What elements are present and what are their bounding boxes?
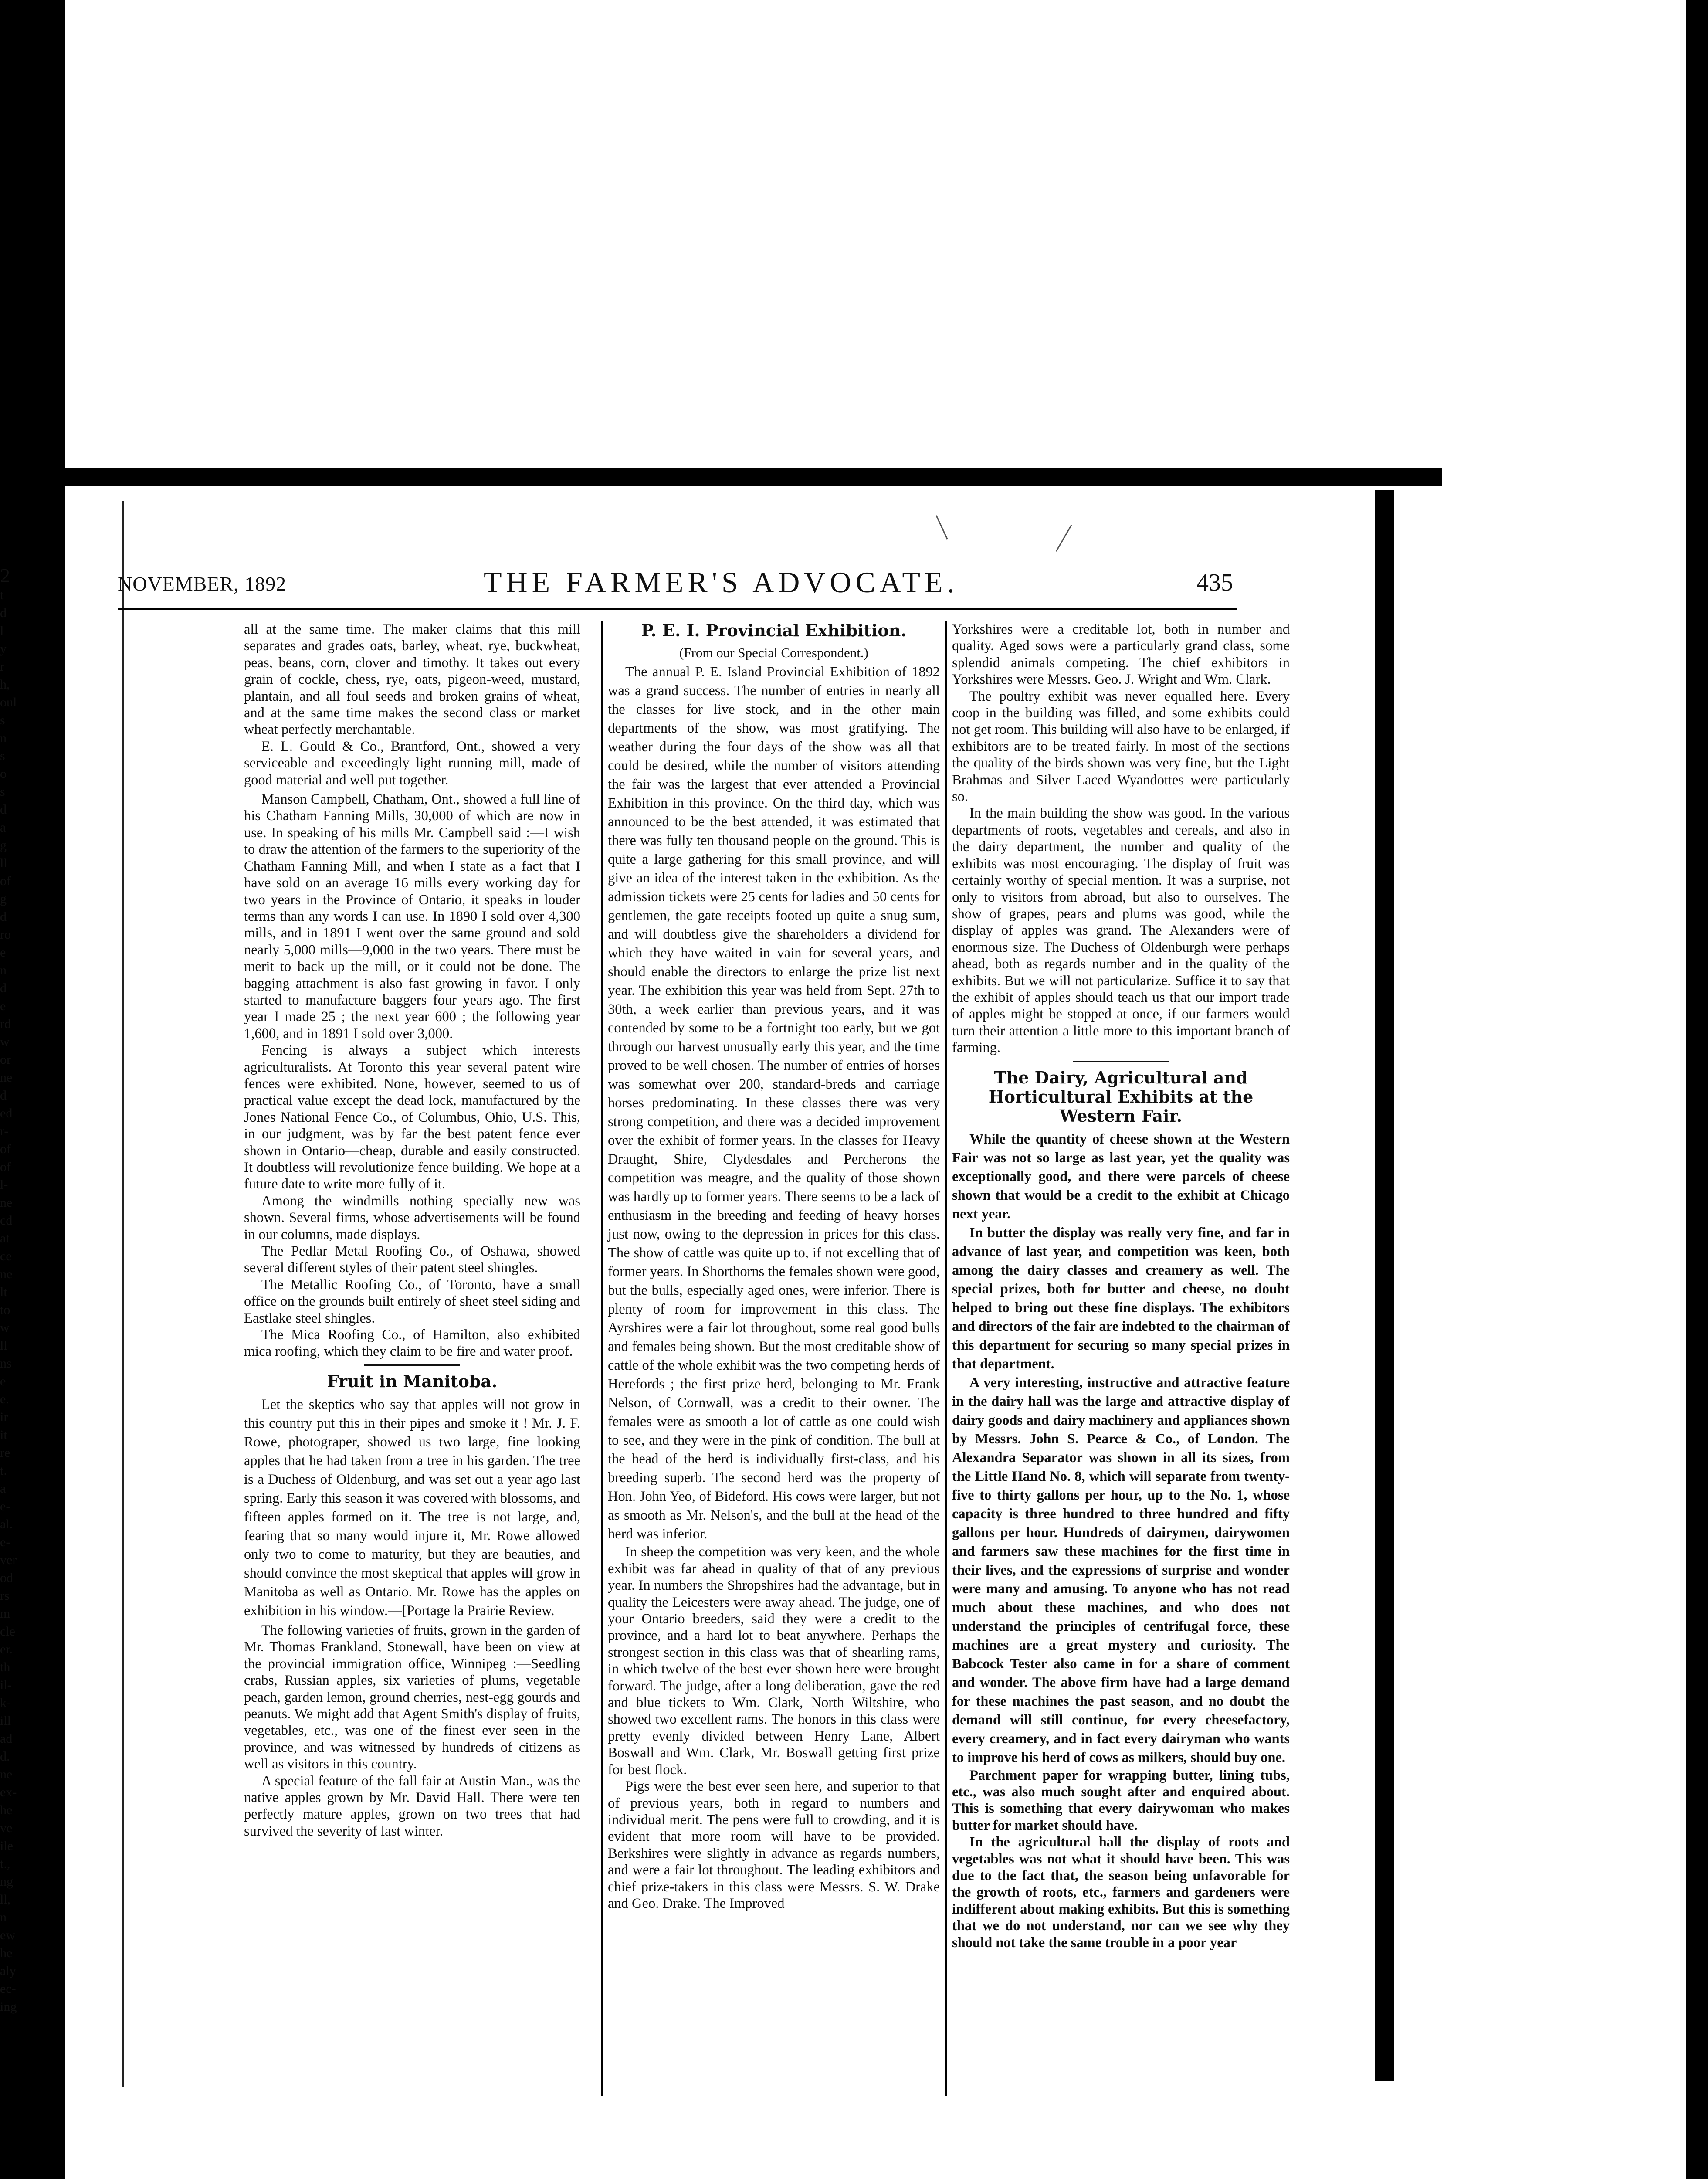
fragment: e	[0, 1374, 6, 1388]
paragraph: Parchment paper for wrapping butter, lining tubs, etc., was also much sought after and enquired about. This is something that every dairywoman who makes butter for market should have.	[952, 1767, 1290, 1833]
fragment: ex-	[0, 1785, 17, 1799]
paragraph: Among the windmills nothing specially new was shown. Several firms, whose advertisements will be found in our columns, made displays.	[244, 1193, 580, 1242]
fragment: to	[0, 1303, 10, 1317]
fragment: r	[0, 659, 4, 674]
fragment: ne	[0, 1767, 13, 1782]
fragment: of	[0, 1142, 11, 1156]
page-header	[118, 564, 1233, 599]
paragraph: The poultry exhibit was never equalled here. Every coop in the building was filled, and some exhibits could not get room. This building will also have to be enlarged, if exhibitors are to be treated fairly. In most of the sections the quality of the birds shown was very fine, but the Light Brahmas and Silver Laced Wyandottes were particularly so.	[952, 688, 1290, 805]
fragment: a	[0, 820, 6, 835]
page-top-edge	[0, 468, 1442, 486]
fragment: cle	[0, 1624, 15, 1639]
fragment: aly	[0, 1964, 16, 1978]
paragraph: In butter the display was really very fine, and far in advance of last year, and competition was keen, both among the dairy classes and creamery as well. The special prizes, both for butter and cheese, no doubt helped to bring out these fine displays. The exhibitors and directors of the fair are indebted to the chairman of this department for securing so many special prizes in that department.	[952, 1225, 1290, 1372]
fragment: w	[0, 1035, 10, 1049]
fragment: ing	[0, 1999, 17, 2014]
fragment: ne	[0, 1267, 13, 1281]
fragment: of	[0, 1160, 11, 1174]
previous-page-number: 2	[0, 567, 10, 587]
fragment: at	[0, 1231, 10, 1246]
fragment: e	[0, 999, 6, 1013]
fragment: d	[0, 910, 7, 924]
fragment: s	[0, 784, 5, 799]
paragraph: A very interesting, instructive and attractive feature in the dairy hall was the large and attractive display of dairy goods and dairy machinery and appliances shown by Messrs. John S. Pearce & Co., of London. The Alexandra Separator was shown in all its sizes, from the Little Hand No. 8, which will separate from twenty-five to thirty gallons per hour, up to the No. 1, whose capacity is three hundred to three hundred and fifty gallons per hour. Hundreds of dairymen, dairywomen and farmers saw these machines for the first time in their lives, and the expressions of surprise and wonder were many and amusing. To anyone who has not read much about these machines, and who does not understand the principles of centrifugal force, these machines are a great mystery and curiosity. The Babcock Tester also came in for a share of comment and wonder. The above firm have had a large demand for these machines the past season, and no doubt the demand will still continue, for every cheesefactory, every creamery, and in fact every dairyman who wants to improve his herd of cows as milkers, should buy one.	[952, 1375, 1290, 1765]
issue-date: NOVEMBER, 1892	[118, 573, 287, 595]
fragment: y	[0, 641, 7, 656]
fragment: e	[0, 945, 6, 960]
fragment: ro	[0, 927, 11, 942]
fragment: d	[0, 1088, 7, 1103]
fragment: d	[0, 802, 7, 817]
fragment: a	[0, 1481, 6, 1496]
paragraph: Let the skeptics who say that apples will not grow in this country put this in their pipes and smoke it ! Mr. J. F. Rowe, photograper, showed us two large, fine looking apples that he had taken from a tree in his garden. The tree is a Duchess of Oldenburg, and was set out a year ago last spring. Early this season it was covered with blossoms, and fifteen apples formed on it. The tree is not large, and, fearing that so many would injure it, Mr. Rowe allowed only two to come to maturity, but they are beauties, and should convince the most skeptical that apples will grow in Manitoba as well as Ontario. Mr. Rowe has the apples on exhibition in his window.—[Portage la Prairie Review.	[244, 1396, 580, 1619]
section-heading: Fruit in Manitoba.	[327, 1371, 498, 1391]
paragraph: Yorkshires were a creditable lot, both in number and quality. Aged sows were a particularly grand class, some splendid animals competing. The chief exhibitors in Yorkshires were Messrs. Geo. J. Wright and Wm. Clark.	[952, 621, 1290, 688]
fragment: er.	[0, 1642, 13, 1656]
fragment: g	[0, 892, 7, 906]
paragraph: The Pedlar Metal Roofing Co., of Oshawa, showed several different styles of their patent steel shingles.	[244, 1243, 580, 1276]
page-number: 435	[1196, 569, 1233, 596]
column-2	[608, 621, 940, 1912]
section-heading: The Dairy, Agricultural and Horticultural Exhibits at the Western Fair.	[988, 1067, 1254, 1126]
section-heading: P. E. I. Provincial Exhibition.	[641, 621, 907, 640]
fragment: m	[0, 1606, 10, 1621]
paragraph: Fencing is always a subject which interests agriculturalists. At Toronto this year several patent wire fences were exhibited. None, however, seemed to us of practical value except the dead lock, manufactured by the Jones National Fence Co., of Columbus, Ohio, U.S. This, in our judgment, was by far the best patent fence ever shown in Ontario—cheap, durable and easily constructed. It doubtless will revolutionize fence building. We hope at a future date to write more fully of it.	[244, 1042, 580, 1192]
fragment: ir	[0, 1410, 8, 1424]
section-divider	[1073, 1061, 1169, 1062]
fragment: ed	[0, 1106, 13, 1120]
column-3	[952, 621, 1290, 1951]
fragment: al.	[0, 1517, 13, 1531]
fragment: n	[0, 1910, 7, 1924]
fragment: ew	[0, 1928, 15, 1942]
fragment: l-	[0, 1178, 8, 1192]
fragment: ad	[0, 1731, 13, 1746]
fragment: l	[0, 624, 4, 638]
section-divider	[364, 1364, 460, 1366]
fragment: s	[0, 749, 5, 763]
paragraph: The following varieties of fruits, grown in the garden of Mr. Thomas Frankland, Stonewall, have been on view at the provincial immigration office, Winnipeg :—Seedling crabs, Russian apples, six varieties of plums, vegetable peach, garden lemon, ground cherries, nest-egg gourds and peanuts. We might add that Agent Smith's display of fruits, vegetables, etc., was one of the finest ever seen in the province, and was witnessed by hundreds of citizens as well as visitors in this country.	[244, 1622, 580, 1772]
column-divider	[946, 621, 947, 2096]
fragment: ec-	[0, 1982, 16, 1996]
paragraph: While the quantity of cheese shown at the Western Fair was not so large as last year, yet the quality was exceptionally good, and there were parcels of cheese shown that would be a credit to the exhibit at Chicago next year.	[952, 1131, 1290, 1222]
paragraph: The Mica Roofing Co., of Hamilton, also exhibited mica roofing, which they claim to be fire and water proof.	[244, 1327, 580, 1360]
fragment: cd	[0, 1213, 13, 1228]
fragment: he	[0, 1946, 13, 1960]
fragment: ile	[0, 1839, 13, 1853]
fragment: oul	[0, 695, 17, 709]
fragment: ne	[0, 1195, 13, 1210]
paragraph: Pigs were the best ever seen here, and superior to that of previous years, both in regard to numbers and individual merit. The pens were full to crowding, and it is evident that more room will have to be provided. Berkshires were slightly in advance as regards numbers, and were a fair lot throughout. The leading exhibitors and chief prize-takers in this class were Messrs. S. W. Drake and Geo. Drake. The Improved	[608, 1778, 940, 1911]
page-right-edge	[1375, 490, 1394, 2081]
fragment: t.	[0, 1463, 7, 1478]
column-divider	[601, 621, 603, 2096]
header-rule	[118, 608, 1237, 610]
fragment: w	[0, 1320, 10, 1335]
fragment: k-	[0, 1696, 11, 1710]
fragment: e-	[0, 1535, 10, 1549]
bold-section	[952, 1130, 1290, 1951]
fragment: ns	[0, 1356, 12, 1371]
fragment: n	[0, 731, 7, 745]
fragment: re	[0, 1446, 10, 1460]
column-1	[244, 621, 580, 1840]
fragment: r-	[0, 1124, 9, 1138]
paragraph: E. L. Gould & Co., Brantford, Ont., showed a very serviceable and exceedingly light running mill, made of good material and well put together.	[244, 738, 580, 788]
paragraph: Manson Campbell, Chatham, Ont., showed a full line of his Chatham Fanning Mills, 30,000 of which are now in use. In speaking of his mills Mr. Campbell said :—I wish to draw the attention of the farmers to the superiority of the Chatham Fanning Mill, and when I state as a fact that I have sold on an average 16 mills every working day for two years in the Province of Ontario, it speaks in louder terms than any words I can use. In 1890 I sold over 4,300 mills, and in 1891 I went over the same ground and sold nearly 5,000 mills—9,000 in the two years. There must be merit to back up the mill, or it could not be done. The bagging attachment is also fast growing in favor. I only started to manufacture baggers four years ago. The first year I made 25 ; the next year 600 ; the following year 1,600, and in 1891 I sold over 3,000.	[244, 791, 580, 1042]
fragment: d	[0, 981, 7, 995]
fragment: n	[0, 963, 7, 977]
paragraph: The annual P. E. Island Provincial Exhibition of 1892 was a grand success. The number of entries in nearly all the classes for live stock, and in the other main departments of the show, was most gratifying. The weather during the four days of the show was all that could be desired, while the number of visitors attending the fair was the largest that ever attended a Provincial Exhibition in this province. On the third day, which was announced to be the best attended, it was estimated that there was fully ten thousand people on the ground. This is quite a large gathering for this small province, and will give an idea of the interest taken in the exhibition. As the admission tickets were 25 cents for ladies and 50 cents for gentlemen, the gate receipts footed up quite a snug sum, and will doubtless give the shareholders a dividend for which they have waited in vain for several years, and should enable the directors to enlarge the prize list next year. The exhibition this year was held from Sept. 27th to 30th, a week earlier than previous years, and it was contended by some to be a fortnight too early, but we got through our harvest unusually early this year, and the time proved to be well chosen. The number of entries of horses was somewhat over 200, standard-breds and carriage horses predominating. In these classes there was very strong competition, and there was a decided improvement over the exhibit of former years. In the classes for Heavy Draught, Shire, Clydesdales and Percherons the competition was meagre, and the quality of those shown was hardly up to former years. There seems to be a lack of enthusiasm in the breeding and feeding of heavy horses just now, owing to the depression in prices for this class. The show of cattle was quite up to, if not excelling that of former years. In Shorthorns the females shown were good, but the bulls, especially aged ones, were inferior. There is plenty of room for improvement in this class. The Ayrshires were a fair lot throughout, some real good bulls and females being shown. But the most creditable show of cattle of the whole exhibit was the two competing herds of Herefords ; the first prize herd, belonging to Mr. Frank Nelson, of Cornwall, was a credit to their owner. The females were as smooth a lot of cattle as one could wish to see, and they were in the pink of condition. The bull at the head of the herd is individually first-class, and his breeding superb. The second herd was the property of Hon. John Yeo, of Bideford. His cows were larger, but not as smooth as Mr. Nelson's, and the bull at the head of the herd was inferior.	[608, 664, 940, 1542]
fragment: g	[0, 838, 7, 852]
fragment: ll	[0, 1338, 7, 1353]
fragment: s	[0, 713, 5, 727]
fragment: rd	[0, 1017, 11, 1031]
fragment: t.,	[0, 1857, 10, 1871]
paragraph: In the main building the show was good. In the various departments of roots, vegetables and cereals, and also in the dairy department, the number and quality of the exhibits was most encouraging. The display of fruit was certainly worthy of special mention. It was a surprise, not only to visitors from abroad, but also to ourselves. The show of grapes, pears and plums was good, while the display of apples was grand. The Alexanders were of enormous size. The Duchess of Oldenburgh were perhaps ahead, both as regards number and in the quality of the exhibits. But we will not particularize. Suffice it to say that the exhibit of apples should teach us that our import trade of apples might be stopped at once, if our farmers would turn their attention a little more to this important branch of farming.	[952, 805, 1290, 1056]
paragraph: A special feature of the fall fair at Austin Man., was the native apples grown by Mr. David Hall. There were ten perfectly mature apples, grown on two trees that had survived the severity of last winter.	[244, 1773, 580, 1839]
fragment: ve	[0, 1821, 13, 1835]
paragraph: In the agricultural hall the display of roots and vegetables was not what it should have been. This was due to the fact that, the season being unfavorable for the growth of roots, etc., farmers and gardeners were indifferent about making exhibits. But this is something that we do not understand, nor can we see why they should not take the same trouble in a poor year	[952, 1834, 1290, 1951]
fragment: h,	[0, 677, 10, 692]
fragment: t	[0, 588, 4, 602]
fragment: it	[0, 1428, 7, 1442]
previous-page-edge	[0, 567, 20, 2157]
fragment: rs	[0, 1588, 10, 1603]
fragment: of	[0, 874, 11, 888]
fragment: ce	[0, 1249, 12, 1263]
fragment: or	[0, 1052, 11, 1067]
fragment: e-	[0, 1499, 10, 1514]
fragment: ll	[0, 856, 7, 870]
section-subheading: (From our Special Correspondent.)	[679, 645, 868, 660]
fragment: od	[0, 1571, 13, 1585]
fragment: il-	[0, 1678, 12, 1692]
fragment: o	[0, 767, 7, 781]
fragment: th	[0, 1660, 10, 1674]
fragment: ll,	[0, 1892, 11, 1907]
fragment: ver	[0, 1553, 17, 1567]
paragraph: The Metallic Roofing Co., of Toronto, have a small office on the grounds built entirely of sheet steel siding and Eastlake steel shingles.	[244, 1276, 581, 1326]
fragment: ill	[0, 1714, 11, 1728]
fragment: e.	[0, 1392, 9, 1406]
masthead-title: THE FARMER'S ADVOCATE.	[484, 566, 959, 599]
paragraph: all at the same time. The maker claims that this mill separates and grades oats, barley, wheat, rye, buckwheat, peas, beans, corn, clover and timothy. It takes out every grain of cockle, chess, rye, oats, pigeon-weed, mustard, plantain, and all foul seeds and broken grains of wheat, and at the same time makes the second class or market wheat perfectly merchantable.	[244, 621, 580, 738]
fragment: ne	[0, 1070, 13, 1085]
fragment: he	[0, 1803, 13, 1817]
fragment: ng	[0, 1874, 13, 1889]
fragment: d	[0, 606, 7, 620]
fragment: d.	[0, 1749, 10, 1764]
paragraph: In sheep the competition was very keen, and the whole exhibit was far ahead in quality of that of any previous year. In numbers the Shropshires had the advantage, but in quality the Leicesters were away ahead. The judge, one of your Ontario breeders, said they were a credit to the province, and a hard lot to beat anywhere. Perhaps the strongest section in this class was that of shearling rams, in which twelve of the best ever shown here were brought forward. The judge, after a long deliberation, gave the red and blue tickets to Wm. Clark, North Wiltshire, who showed two excellent rams. The honors in this class were pretty evenly divided between Henry Lane, Albert Boswall and Wm. Clark, Mr. Boswall getting first prize for best flock.	[608, 1544, 940, 1778]
fragment: lt	[0, 1285, 7, 1299]
